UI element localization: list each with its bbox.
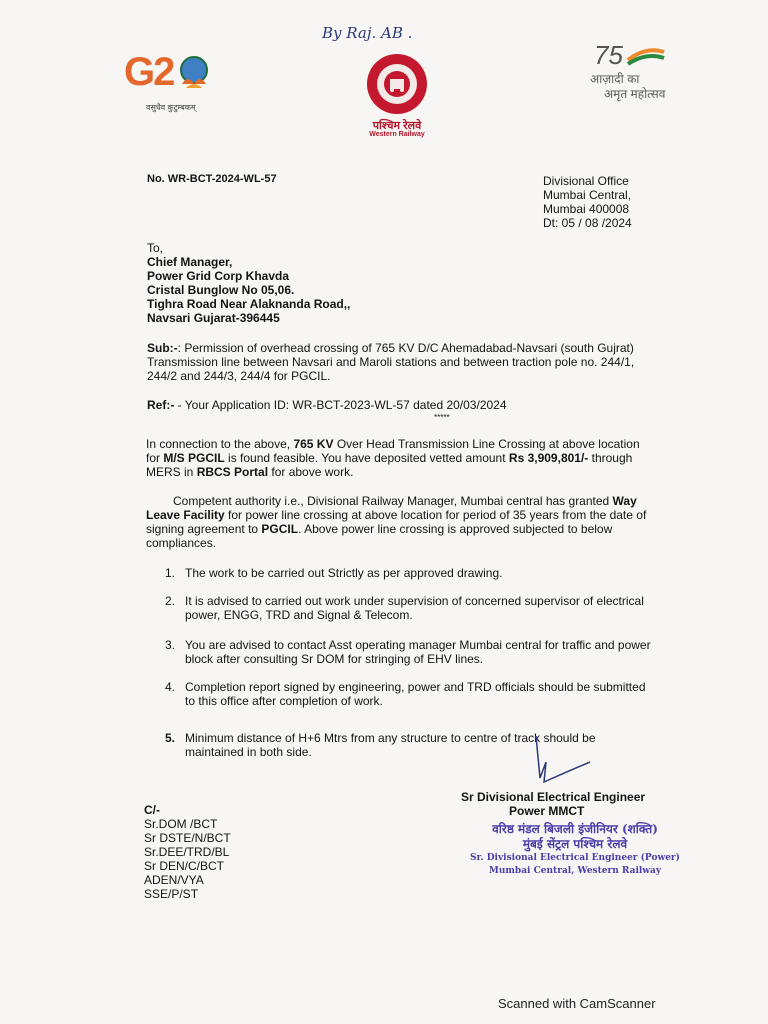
addressee-line3: Cristal Bunglow No 05,06. <box>147 283 295 297</box>
stamp-line3: Sr. Divisional Electrical Engineer (Power) <box>470 853 680 863</box>
reference-line <box>147 398 507 412</box>
scanner-watermark: Scanned with CamScanner <box>498 996 656 1011</box>
railway-english-caption: Western Railway <box>369 131 425 138</box>
para1-text: for above work. <box>268 465 354 479</box>
copy-to-item: ADEN/VYA <box>144 873 204 887</box>
to-label: To, <box>147 241 164 255</box>
paragraph-feasibility <box>146 437 666 479</box>
para2-text: for power line crossing at above location for period of 35 years from the date of <box>224 508 647 522</box>
para2-text: signing agreement to <box>146 522 262 536</box>
copy-to-block <box>144 803 231 901</box>
official-stamp <box>470 822 680 877</box>
railway-hindi-caption: पश्चिम रेलवे <box>372 120 422 132</box>
g20-letters: G2 <box>124 50 174 94</box>
copy-to-item: Sr.DOM /BCT <box>144 817 218 831</box>
flag-swoosh-icon <box>626 46 666 68</box>
para2-text: compliances. <box>146 536 217 550</box>
stamp-line1: वरिष्ठ मंडल बिजली इंजीनियर (शक्ति) <box>492 822 658 836</box>
signatory-sub: Power MMCT <box>509 804 585 818</box>
compliance-list: 1. The work to be carried out Strictly as per approved drawing. 2. It is advised to carried out work under supervision of concerned supervisor of electrical power, ENGG, TRD and Signal & Telecom. 3. You are advised to contact Asst operating manager Mumbai central for traffic and power block after consulting Sr DOM for stringing of EHV lines. 4. Completion report signed by engineering, power and TRD officials should be submitted to this office after completion of work. 5. Minimum distance of H+6 Mtrs from any structure to centre of track should be maintained in both side. <box>165 566 651 759</box>
addressee-line4: Tighra Road Near Alaknanda Road,, <box>147 297 351 311</box>
azadi-line1: आज़ादी का <box>590 72 640 86</box>
office-line1: Divisional Office <box>543 174 629 188</box>
copy-to-item: Sr DEN/C/BCT <box>144 859 225 873</box>
para1-text: through <box>588 451 633 465</box>
para1-voltage: 765 KV <box>293 437 334 451</box>
addressee-block <box>147 241 350 325</box>
para1-amount: Rs 3,909,801/- <box>508 451 589 465</box>
signatory-title: Sr Divisional Electrical Engineer <box>461 790 646 804</box>
signature-scribble <box>526 732 596 796</box>
g20-logo <box>124 50 214 116</box>
reference-label: Ref:- <box>147 398 175 412</box>
reference-text: - Your Application ID: WR-BCT-2023-WL-57 dated 20/03/2024 <box>174 398 507 412</box>
subject-line2: Transmission line between Navsari and Maroli stations and between traction pole no. 244/1, <box>147 355 635 369</box>
stamp-line4: Mumbai Central, Western Railway <box>488 866 662 876</box>
western-railway-emblem <box>358 52 436 138</box>
azadi-line2: अमृत महोत्सव <box>604 87 666 101</box>
paragraph-way-leave <box>146 494 666 550</box>
copy-to-label: C/- <box>144 803 160 817</box>
copy-to-item: Sr.DEE/TRD/BL <box>144 845 230 859</box>
stamp-line2: मुंबई सेंट्रल पश्चिम रेलवे <box>522 837 628 851</box>
copy-to-item: SSE/P/ST <box>144 887 199 901</box>
office-line3: Mumbai 400008 <box>543 202 630 216</box>
para1-text: for <box>146 451 164 465</box>
para2-text: . Above power line crossing is approved subjected to below <box>298 522 613 536</box>
letter-date: Dt: 05 / 08 /2024 <box>543 216 632 230</box>
office-address <box>543 174 632 230</box>
para1-text: In connection to the above, <box>146 437 294 451</box>
para1-text: MERS in <box>146 465 197 479</box>
para2-text: Competent authority i.e., Divisional Railway Manager, Mumbai central has granted <box>173 494 613 508</box>
para2-way: Way <box>612 494 637 508</box>
subject-block <box>147 341 667 383</box>
copy-to-item: Sr DSTE/N/BCT <box>144 831 231 845</box>
azadi-number: 75 <box>594 40 623 70</box>
lotus-globe-icon <box>176 54 212 94</box>
railway-logo-icon <box>358 52 436 116</box>
addressee-line5: Navsari Gujarat-396445 <box>147 311 280 325</box>
para1-text: Over Head Transmission Line Crossing at above location <box>333 437 640 451</box>
para2-leave-facility: Leave Facility <box>146 508 225 522</box>
azadi-amrit-mahotsav-logo <box>590 40 690 110</box>
para2-pgcil: PGCIL <box>261 522 299 536</box>
subject-line3: 244/2 and 244/3, 244/4 for PGCIL. <box>147 369 331 383</box>
g20-tagline: वसुधैव कुटुम्बकम् <box>146 103 196 112</box>
para1-text: is found feasible. You have deposited vetted amount <box>224 451 509 465</box>
addressee-line1: Chief Manager, <box>147 255 233 269</box>
reference-stars: ***** <box>434 413 450 422</box>
handwritten-note: By Raj. AB . <box>322 24 413 42</box>
letter-number: No. WR-BCT-2024-WL-57 <box>147 173 277 185</box>
addressee-line2: Power Grid Corp Khavda <box>147 269 290 283</box>
office-line2: Mumbai Central, <box>543 188 632 202</box>
para1-portal: RBCS Portal <box>196 465 269 479</box>
subject-label: Sub:- <box>147 341 178 355</box>
para1-company: M/S PGCIL <box>163 451 225 465</box>
subject-line1: : Permission of overhead crossing of 765 KV D/C Ahemadabad-Navsari (south Gujrat) <box>177 341 634 355</box>
